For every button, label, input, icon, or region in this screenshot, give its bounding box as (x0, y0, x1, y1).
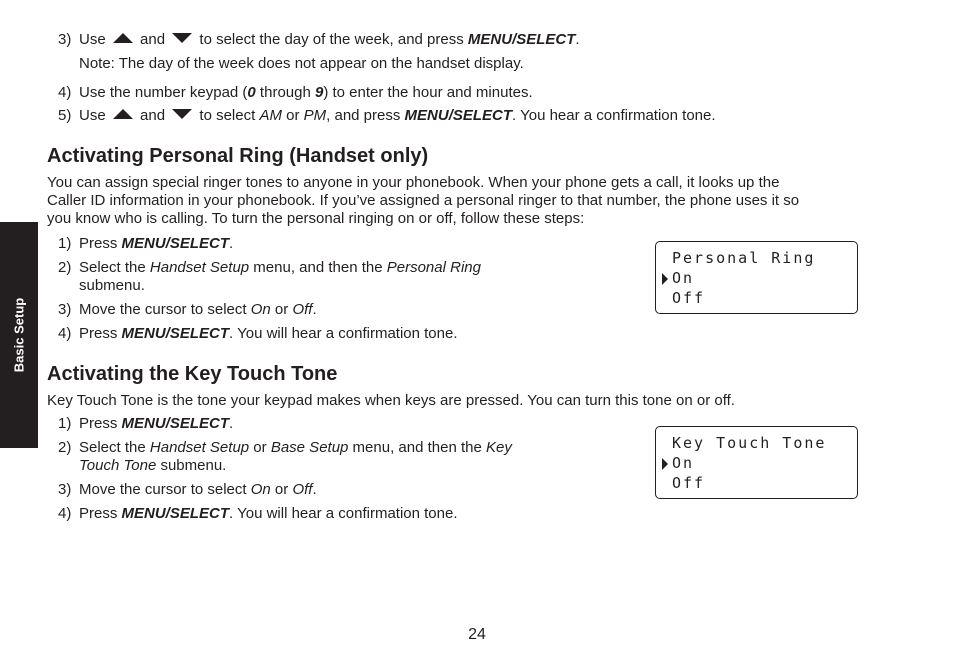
lcd-option-on: On (672, 454, 695, 472)
cursor-arrow-icon (662, 273, 668, 285)
step-text: Move the cursor to select On or Off. (79, 301, 317, 318)
page-number: 24 (468, 626, 486, 643)
step-text: Press MENU/SELECT. You will hear a confirmation tone. (79, 325, 458, 342)
step-text: Move the cursor to select On or Off. (79, 481, 317, 498)
key-touch-heading: Activating the Key Touch Tone (47, 363, 338, 385)
step-text: Select the Handset Setup or Base Setup menu, and then the Key (79, 439, 512, 456)
step-text: Press MENU/SELECT. (79, 415, 234, 432)
step-text-line2: Touch Tone submenu. (79, 457, 227, 474)
personal-ring-lcd-display (655, 241, 858, 314)
step-number: 4) (58, 505, 72, 522)
lcd-title: Personal Ring (672, 249, 816, 267)
up-arrow-icon (113, 33, 133, 43)
lcd-option-off: Off (672, 474, 706, 492)
down-arrow-icon (172, 109, 192, 119)
key-touch-intro: Key Touch Tone is the tone your keypad makes when keys are pressed. You can turn this tone on or off. (47, 392, 735, 409)
cursor-arrow-icon (662, 458, 668, 470)
lcd-option-on: On (672, 269, 695, 287)
key-touch-lcd-display (655, 426, 858, 499)
step-number: 5) (58, 107, 72, 124)
step-number: 3) (58, 481, 72, 498)
side-tab (0, 222, 38, 448)
up-arrow-icon (113, 109, 133, 119)
down-arrow-icon (172, 33, 192, 43)
step-number: 1) (58, 235, 72, 252)
personal-ring-heading: Activating Personal Ring (Handset only) (47, 145, 429, 167)
step-number: 3) (58, 301, 72, 318)
step-text: Select the Handset Setup menu, and then the Personal Ring (79, 259, 481, 276)
note-text: Note: The day of the week does not appear on the handset display. (79, 55, 524, 72)
step-text: Use and to select the day of the week, and press MENU/SELECT. (79, 31, 580, 48)
lcd-title: Key Touch Tone (672, 434, 827, 452)
step-text: Use the number keypad (0 through 9) to enter the hour and minutes. (79, 84, 533, 101)
step-number: 2) (58, 259, 72, 276)
step-number: 3) (58, 31, 72, 48)
step-text: Press MENU/SELECT. You will hear a confirmation tone. (79, 505, 458, 522)
side-tab-label: Basic Setup (11, 297, 27, 373)
lcd-option-off: Off (672, 289, 706, 307)
step-text-line2: submenu. (79, 277, 145, 294)
step-number: 2) (58, 439, 72, 456)
step-number: 4) (58, 84, 72, 101)
step-number: 4) (58, 325, 72, 342)
step-text: Use and to select AM or PM, and press MENU/SELECT. You hear a confirmation tone. (79, 107, 716, 124)
step-text: Press MENU/SELECT. (79, 235, 234, 252)
personal-ring-intro: You can assign special ringer tones to anyone in your phonebook. When your phone gets a call, it looks up the Caller ID information in your phonebook. If you’ve assigned a personal ringer to that number, the phone uses it so you know who is calling. To turn the personal ringing on or off, follow these steps: (47, 174, 800, 227)
step-number: 1) (58, 415, 72, 432)
